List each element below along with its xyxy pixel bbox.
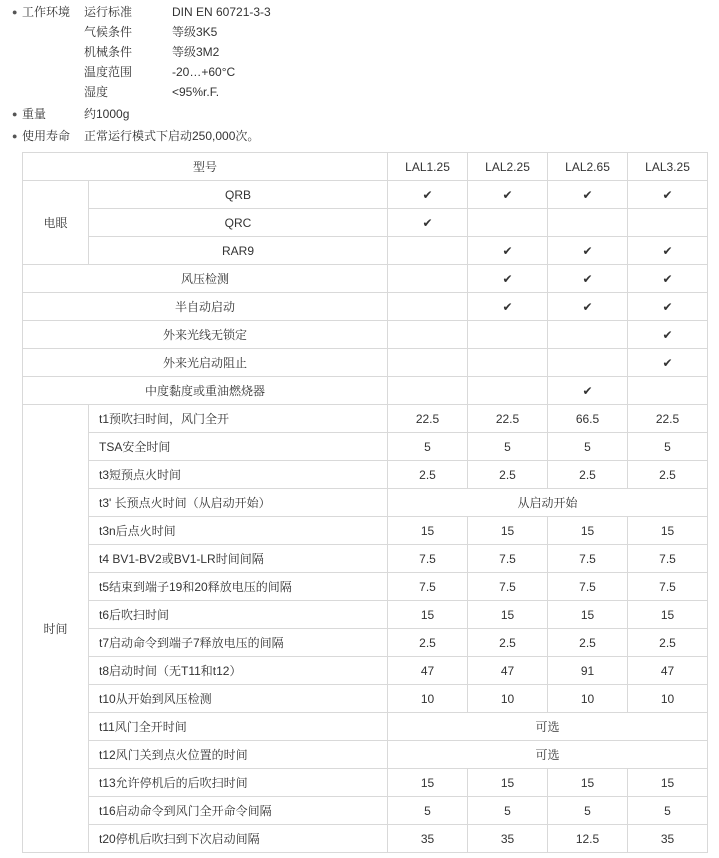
cell-value: 2.5 bbox=[388, 629, 468, 657]
spec-item-weight bbox=[12, 104, 719, 124]
cell-value: 5 bbox=[388, 797, 468, 825]
table-row bbox=[23, 237, 708, 265]
cell-check bbox=[388, 237, 468, 265]
table-row bbox=[23, 657, 708, 685]
group-label-eye: 电眼 bbox=[23, 181, 89, 265]
row-label: RAR9 bbox=[89, 237, 388, 265]
cell-check bbox=[628, 377, 708, 405]
cell-check bbox=[468, 349, 548, 377]
cell-value: 5 bbox=[468, 797, 548, 825]
table-row bbox=[23, 293, 708, 321]
row-label: QRC bbox=[89, 209, 388, 237]
cell-value: 15 bbox=[548, 601, 628, 629]
spec-key: 湿度 bbox=[84, 85, 109, 99]
spec-value: 等级3K5 bbox=[172, 25, 218, 39]
cell-check: ✔ bbox=[388, 209, 468, 237]
cell-check: ✔ bbox=[468, 181, 548, 209]
table-row bbox=[23, 321, 708, 349]
table-row bbox=[23, 797, 708, 825]
row-label: 外来光启动阻止 bbox=[23, 349, 388, 377]
bullet-icon: ● bbox=[12, 109, 18, 119]
spec-detail-row bbox=[84, 82, 719, 102]
table-row bbox=[23, 685, 708, 713]
cell-value: 10 bbox=[548, 685, 628, 713]
cell-check bbox=[388, 321, 468, 349]
cell-value: 47 bbox=[468, 657, 548, 685]
table-row bbox=[23, 741, 708, 769]
spec-value: DIN EN 60721-3-3 bbox=[172, 5, 271, 19]
cell-check bbox=[548, 209, 628, 237]
cell-check: ✔ bbox=[548, 181, 628, 209]
header-column-lal265: LAL2.65 bbox=[548, 153, 628, 181]
cell-value: 5 bbox=[468, 433, 548, 461]
table-row bbox=[23, 713, 708, 741]
cell-value: 2.5 bbox=[388, 461, 468, 489]
spec-detail-row bbox=[84, 22, 719, 42]
cell-value: 15 bbox=[388, 769, 468, 797]
cell-value: 2.5 bbox=[628, 629, 708, 657]
row-label: t6后吹扫时间 bbox=[89, 601, 388, 629]
cell-value: 7.5 bbox=[388, 545, 468, 573]
cell-value: 22.5 bbox=[628, 405, 708, 433]
cell-value: 35 bbox=[468, 825, 548, 853]
cell-check: ✔ bbox=[628, 321, 708, 349]
cell-value: 2.5 bbox=[548, 461, 628, 489]
row-label: TSA安全时间 bbox=[89, 433, 388, 461]
cell-value: 7.5 bbox=[628, 545, 708, 573]
cell-value: 2.5 bbox=[468, 629, 548, 657]
spec-key: 气候条件 bbox=[84, 25, 133, 39]
cell-value: 7.5 bbox=[548, 545, 628, 573]
cell-value: 15 bbox=[548, 517, 628, 545]
cell-check: ✔ bbox=[548, 265, 628, 293]
cell-value: 35 bbox=[388, 825, 468, 853]
row-label: QRB bbox=[89, 181, 388, 209]
cell-value: 22.5 bbox=[388, 405, 468, 433]
row-label: t7启动命令到端子7释放电压的间隔 bbox=[89, 629, 388, 657]
cell-value: 7.5 bbox=[388, 573, 468, 601]
spec-value: -20…+60°C bbox=[172, 65, 236, 79]
cell-value: 15 bbox=[388, 517, 468, 545]
spec-detail-rows bbox=[84, 126, 719, 146]
bullet-icon: ● bbox=[12, 131, 18, 141]
cell-value: 12.5 bbox=[548, 825, 628, 853]
cell-value: 15 bbox=[628, 601, 708, 629]
cell-check: ✔ bbox=[468, 293, 548, 321]
spec-label: 使用寿命 bbox=[22, 129, 71, 143]
table-row bbox=[23, 377, 708, 405]
cell-check bbox=[548, 349, 628, 377]
spec-detail-row bbox=[84, 42, 719, 62]
cell-value: 5 bbox=[628, 433, 708, 461]
spec-detail-row bbox=[84, 2, 719, 22]
cell-check: ✔ bbox=[548, 237, 628, 265]
cell-value: 15 bbox=[628, 517, 708, 545]
row-label: 风压检测 bbox=[23, 265, 388, 293]
row-label: t20停机后吹扫到下次启动间隔 bbox=[89, 825, 388, 853]
cell-value: 5 bbox=[548, 433, 628, 461]
spec-item-lifetime bbox=[12, 126, 719, 146]
cell-merged-value: 从启动开始 bbox=[388, 489, 708, 517]
cell-value: 15 bbox=[468, 769, 548, 797]
cell-merged-value: 可选 bbox=[388, 741, 708, 769]
row-label: t12风门关到点火位置的时间 bbox=[89, 741, 388, 769]
cell-check: ✔ bbox=[548, 293, 628, 321]
cell-value: 15 bbox=[468, 601, 548, 629]
table-row bbox=[23, 825, 708, 853]
cell-value: 5 bbox=[628, 797, 708, 825]
table-row bbox=[23, 265, 708, 293]
spec-item-environment bbox=[12, 2, 719, 102]
row-label: t11风门全开时间 bbox=[89, 713, 388, 741]
table-row bbox=[23, 517, 708, 545]
cell-value: 10 bbox=[628, 685, 708, 713]
cell-value: 5 bbox=[388, 433, 468, 461]
cell-check: ✔ bbox=[468, 237, 548, 265]
cell-value: 7.5 bbox=[628, 573, 708, 601]
cell-check bbox=[468, 321, 548, 349]
cell-value: 7.5 bbox=[468, 573, 548, 601]
table-row bbox=[23, 601, 708, 629]
spec-label: 工作环境 bbox=[22, 5, 71, 19]
cell-check: ✔ bbox=[388, 181, 468, 209]
row-label: t8启动时间（无T11和t12） bbox=[89, 657, 388, 685]
cell-value: 2.5 bbox=[548, 629, 628, 657]
table-row bbox=[23, 433, 708, 461]
cell-check: ✔ bbox=[548, 377, 628, 405]
bullet-icon: ● bbox=[12, 7, 18, 17]
table-row bbox=[23, 573, 708, 601]
spec-key: 温度范围 bbox=[84, 65, 133, 79]
specification-table-wrapper bbox=[22, 152, 707, 853]
cell-value: 91 bbox=[548, 657, 628, 685]
table-row bbox=[23, 629, 708, 657]
table-header-row bbox=[23, 153, 708, 181]
cell-check: ✔ bbox=[628, 237, 708, 265]
table-row bbox=[23, 181, 708, 209]
row-label: t16启动命令到风门全开命令间隔 bbox=[89, 797, 388, 825]
cell-check bbox=[468, 209, 548, 237]
header-column-lal225: LAL2.25 bbox=[468, 153, 548, 181]
row-label: t3n后点火时间 bbox=[89, 517, 388, 545]
row-label: t13允许停机后的后吹扫时间 bbox=[89, 769, 388, 797]
cell-value: 10 bbox=[468, 685, 548, 713]
cell-check: ✔ bbox=[628, 265, 708, 293]
table-row bbox=[23, 405, 708, 433]
cell-check bbox=[468, 377, 548, 405]
cell-check bbox=[548, 321, 628, 349]
row-label: t1预吹扫时间，风门全开 bbox=[89, 405, 388, 433]
row-label: t4 BV1-BV2或BV1-LR时间间隔 bbox=[89, 545, 388, 573]
specification-list bbox=[0, 2, 719, 146]
row-label: 中度黏度或重油燃烧器 bbox=[23, 377, 388, 405]
header-model-label: 型号 bbox=[23, 153, 388, 181]
spec-value: 正常运行模式下启动250,000次。 bbox=[84, 129, 260, 143]
spec-detail-row bbox=[84, 62, 719, 82]
cell-value: 2.5 bbox=[628, 461, 708, 489]
cell-value: 47 bbox=[628, 657, 708, 685]
cell-check bbox=[388, 377, 468, 405]
row-label: t10从开始到风压检测 bbox=[89, 685, 388, 713]
spec-value: 等级3M2 bbox=[172, 45, 220, 59]
cell-value: 66.5 bbox=[548, 405, 628, 433]
cell-value: 15 bbox=[628, 769, 708, 797]
row-label: 半自动启动 bbox=[23, 293, 388, 321]
cell-value: 15 bbox=[548, 769, 628, 797]
row-label: t5结束到端子19和20释放电压的间隔 bbox=[89, 573, 388, 601]
table-row bbox=[23, 349, 708, 377]
spec-value: 约1000g bbox=[84, 107, 130, 121]
cell-check bbox=[388, 293, 468, 321]
specification-table bbox=[22, 152, 708, 853]
cell-value: 5 bbox=[548, 797, 628, 825]
cell-merged-value: 可选 bbox=[388, 713, 708, 741]
header-column-lal125: LAL1.25 bbox=[388, 153, 468, 181]
cell-check bbox=[388, 265, 468, 293]
table-row bbox=[23, 489, 708, 517]
cell-value: 15 bbox=[388, 601, 468, 629]
cell-check: ✔ bbox=[628, 181, 708, 209]
row-label: 外来光线无锁定 bbox=[23, 321, 388, 349]
table-row bbox=[23, 769, 708, 797]
row-label: t3短预点火时间 bbox=[89, 461, 388, 489]
spec-key: 机械条件 bbox=[84, 45, 133, 59]
cell-check bbox=[388, 349, 468, 377]
cell-value: 2.5 bbox=[468, 461, 548, 489]
cell-check bbox=[628, 209, 708, 237]
cell-check: ✔ bbox=[468, 265, 548, 293]
row-label: t3' 长预点火时间（从启动开始） bbox=[89, 489, 388, 517]
spec-label: 重量 bbox=[22, 107, 47, 121]
cell-check: ✔ bbox=[628, 349, 708, 377]
cell-value: 35 bbox=[628, 825, 708, 853]
table-row bbox=[23, 461, 708, 489]
cell-value: 15 bbox=[468, 517, 548, 545]
cell-check: ✔ bbox=[628, 293, 708, 321]
spec-value: <95%r.F. bbox=[172, 85, 220, 99]
spec-detail-rows bbox=[84, 2, 719, 102]
spec-key: 运行标准 bbox=[84, 5, 133, 19]
cell-value: 22.5 bbox=[468, 405, 548, 433]
spec-detail-rows bbox=[84, 104, 719, 124]
table-row bbox=[23, 209, 708, 237]
table-row bbox=[23, 545, 708, 573]
cell-value: 47 bbox=[388, 657, 468, 685]
cell-value: 7.5 bbox=[548, 573, 628, 601]
header-column-lal325: LAL3.25 bbox=[628, 153, 708, 181]
cell-value: 10 bbox=[388, 685, 468, 713]
group-label-time: 时间 bbox=[23, 405, 89, 853]
cell-value: 7.5 bbox=[468, 545, 548, 573]
